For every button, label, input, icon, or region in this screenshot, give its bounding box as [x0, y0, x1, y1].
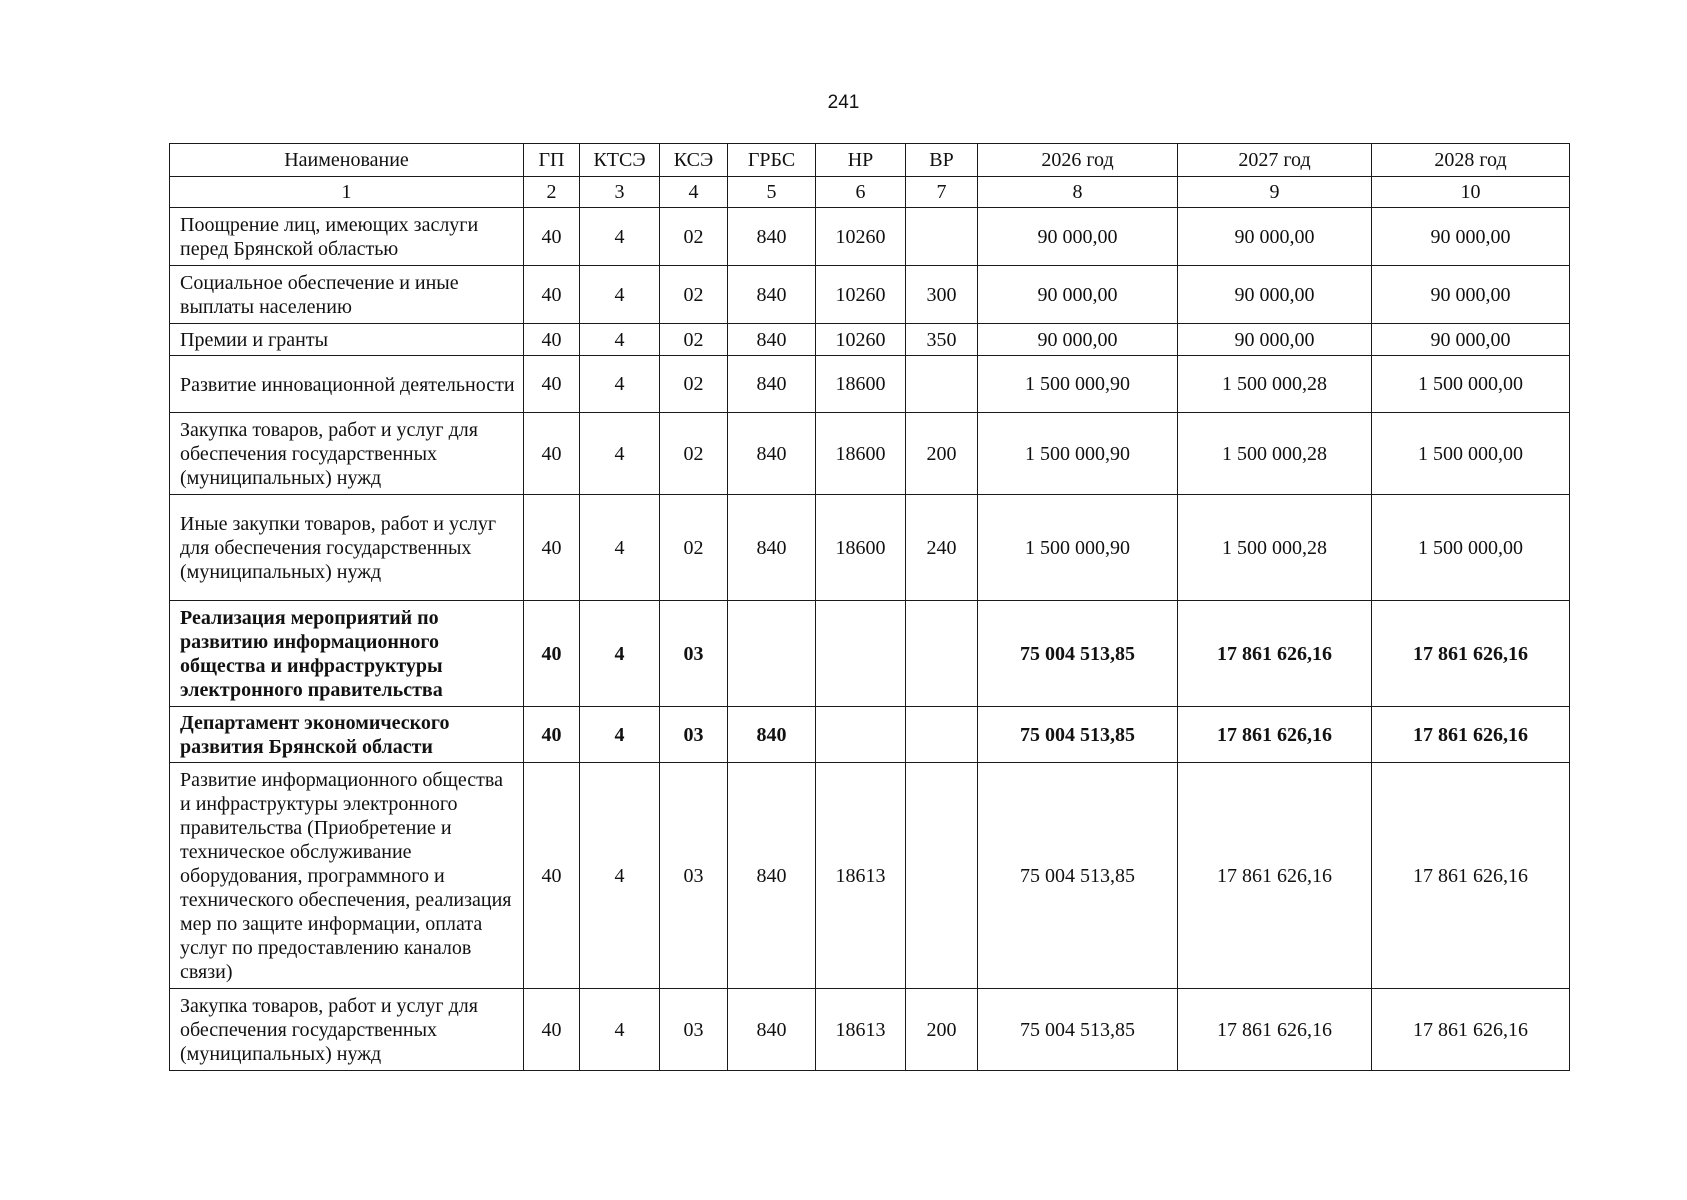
cell-kse: 03 [660, 989, 728, 1071]
table-row [170, 413, 1570, 495]
cell-kse: 02 [660, 495, 728, 601]
table-row [170, 356, 1570, 413]
row-name: Социальное обеспечение и иные выплаты населению [170, 266, 524, 324]
column-number: 6 [816, 177, 906, 208]
cell-nr: 18613 [816, 763, 906, 989]
cell-2026: 75 004 513,85 [978, 601, 1178, 707]
header-cell: НР [816, 144, 906, 177]
row-name: Реализация мероприятий по развитию информационного общества и инфраструктуры электронного правительства [170, 601, 524, 707]
row-name: Закупка товаров, работ и услуг для обеспечения государственных (муниципальных) нужд [170, 413, 524, 495]
header-cell: КТСЭ [580, 144, 660, 177]
header-row [170, 144, 1570, 177]
cell-2027: 90 000,00 [1178, 324, 1372, 356]
cell-2027: 1 500 000,28 [1178, 413, 1372, 495]
cell-gp: 40 [524, 601, 580, 707]
cell-kse: 02 [660, 324, 728, 356]
cell-kse: 02 [660, 356, 728, 413]
cell-vr: 200 [906, 413, 978, 495]
cell-2026: 90 000,00 [978, 208, 1178, 266]
cell-gp: 40 [524, 763, 580, 989]
cell-grbs: 840 [728, 266, 816, 324]
cell-gp: 40 [524, 324, 580, 356]
cell-2028: 90 000,00 [1372, 208, 1570, 266]
header-cell: КСЭ [660, 144, 728, 177]
cell-vr [906, 707, 978, 763]
cell-ktse: 4 [580, 989, 660, 1071]
table-row [170, 763, 1570, 989]
header-cell: 2028 год [1372, 144, 1570, 177]
cell-vr: 200 [906, 989, 978, 1071]
cell-2028: 17 861 626,16 [1372, 763, 1570, 989]
cell-kse: 02 [660, 266, 728, 324]
cell-grbs: 840 [728, 707, 816, 763]
cell-ktse: 4 [580, 266, 660, 324]
cell-vr: 300 [906, 266, 978, 324]
cell-gp: 40 [524, 413, 580, 495]
column-number-row [170, 177, 1570, 208]
table-row [170, 324, 1570, 356]
cell-ktse: 4 [580, 413, 660, 495]
cell-ktse: 4 [580, 763, 660, 989]
cell-2028: 1 500 000,00 [1372, 356, 1570, 413]
cell-2026: 1 500 000,90 [978, 413, 1178, 495]
column-number: 7 [906, 177, 978, 208]
cell-2027: 90 000,00 [1178, 266, 1372, 324]
cell-2026: 1 500 000,90 [978, 356, 1178, 413]
table-row [170, 601, 1570, 707]
cell-nr: 10260 [816, 266, 906, 324]
column-number: 3 [580, 177, 660, 208]
table-row [170, 989, 1570, 1071]
cell-ktse: 4 [580, 356, 660, 413]
cell-2028: 17 861 626,16 [1372, 707, 1570, 763]
table-row [170, 495, 1570, 601]
cell-2026: 75 004 513,85 [978, 707, 1178, 763]
row-name: Развитие инновационной деятельности [170, 356, 524, 413]
cell-kse: 03 [660, 601, 728, 707]
cell-vr [906, 356, 978, 413]
cell-gp: 40 [524, 989, 580, 1071]
cell-kse: 03 [660, 763, 728, 989]
cell-gp: 40 [524, 266, 580, 324]
header-cell: 2026 год [978, 144, 1178, 177]
column-number: 9 [1178, 177, 1372, 208]
page-number: 241 [827, 92, 860, 113]
cell-2026: 90 000,00 [978, 324, 1178, 356]
cell-vr [906, 763, 978, 989]
cell-2028: 17 861 626,16 [1372, 601, 1570, 707]
cell-kse: 02 [660, 208, 728, 266]
cell-nr [816, 707, 906, 763]
cell-gp: 40 [524, 208, 580, 266]
cell-nr: 18600 [816, 413, 906, 495]
cell-nr: 18600 [816, 495, 906, 601]
cell-2027: 17 861 626,16 [1178, 989, 1372, 1071]
row-name: Развитие информационного общества и инфраструктуры электронного правительства (Приобретение и техническое обслуживание оборудования, программного и технического обеспечения, реализация мер по защите информации, оплата услуг по предоставлению каналов связи) [170, 763, 524, 989]
cell-2027: 17 861 626,16 [1178, 601, 1372, 707]
header-cell: ГП [524, 144, 580, 177]
cell-ktse: 4 [580, 495, 660, 601]
cell-kse: 02 [660, 413, 728, 495]
cell-nr: 10260 [816, 208, 906, 266]
cell-ktse: 4 [580, 707, 660, 763]
cell-grbs: 840 [728, 413, 816, 495]
column-number: 1 [170, 177, 524, 208]
cell-vr: 240 [906, 495, 978, 601]
cell-grbs: 840 [728, 495, 816, 601]
row-name: Поощрение лиц, имеющих заслуги перед Брянской областью [170, 208, 524, 266]
column-number: 10 [1372, 177, 1570, 208]
cell-2028: 1 500 000,00 [1372, 413, 1570, 495]
cell-grbs: 840 [728, 989, 816, 1071]
column-number: 4 [660, 177, 728, 208]
cell-2027: 1 500 000,28 [1178, 495, 1372, 601]
header-cell: ГРБС [728, 144, 816, 177]
header-cell: 2027 год [1178, 144, 1372, 177]
cell-grbs: 840 [728, 356, 816, 413]
cell-2028: 17 861 626,16 [1372, 989, 1570, 1071]
cell-grbs: 840 [728, 763, 816, 989]
header-cell: Наименование [170, 144, 524, 177]
table-row [170, 208, 1570, 266]
cell-kse: 03 [660, 707, 728, 763]
cell-gp: 40 [524, 495, 580, 601]
column-number: 5 [728, 177, 816, 208]
row-name: Премии и гранты [170, 324, 524, 356]
cell-nr [816, 601, 906, 707]
cell-2027: 1 500 000,28 [1178, 356, 1372, 413]
row-name: Закупка товаров, работ и услуг для обеспечения государственных (муниципальных) нужд [170, 989, 524, 1071]
cell-2028: 90 000,00 [1372, 324, 1570, 356]
table-row [170, 707, 1570, 763]
row-name: Иные закупки товаров, работ и услуг для обеспечения государственных (муниципальных) нужд [170, 495, 524, 601]
cell-2028: 90 000,00 [1372, 266, 1570, 324]
cell-nr: 18613 [816, 989, 906, 1071]
cell-2028: 1 500 000,00 [1372, 495, 1570, 601]
column-number: 2 [524, 177, 580, 208]
cell-ktse: 4 [580, 208, 660, 266]
cell-2026: 75 004 513,85 [978, 763, 1178, 989]
row-name: Департамент экономического развития Брянской области [170, 707, 524, 763]
cell-ktse: 4 [580, 601, 660, 707]
cell-2026: 75 004 513,85 [978, 989, 1178, 1071]
cell-2027: 17 861 626,16 [1178, 707, 1372, 763]
cell-nr: 18600 [816, 356, 906, 413]
cell-grbs: 840 [728, 324, 816, 356]
budget-table [169, 143, 1570, 1071]
cell-gp: 40 [524, 356, 580, 413]
cell-2027: 90 000,00 [1178, 208, 1372, 266]
cell-vr [906, 208, 978, 266]
cell-vr: 350 [906, 324, 978, 356]
column-number: 8 [978, 177, 1178, 208]
cell-gp: 40 [524, 707, 580, 763]
cell-grbs [728, 601, 816, 707]
cell-vr [906, 601, 978, 707]
cell-nr: 10260 [816, 324, 906, 356]
cell-2026: 90 000,00 [978, 266, 1178, 324]
header-cell: ВР [906, 144, 978, 177]
table-row [170, 266, 1570, 324]
cell-2027: 17 861 626,16 [1178, 763, 1372, 989]
cell-ktse: 4 [580, 324, 660, 356]
cell-2026: 1 500 000,90 [978, 495, 1178, 601]
cell-grbs: 840 [728, 208, 816, 266]
